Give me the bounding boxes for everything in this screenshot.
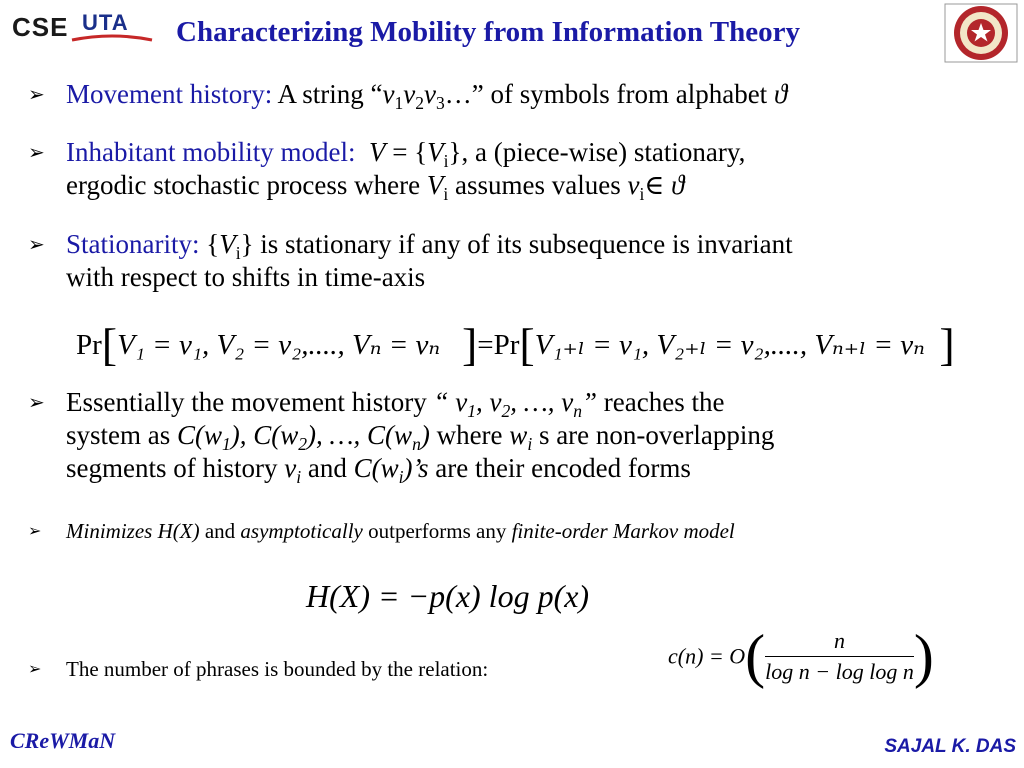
encoded: ), C(w: [230, 420, 299, 450]
fraction-numerator: n: [765, 628, 914, 657]
symbol: v: [284, 453, 297, 483]
sequence: , v: [475, 387, 502, 417]
text: are their encoded forms: [428, 453, 691, 483]
subscript: i: [443, 184, 449, 205]
subscript: i: [398, 467, 404, 488]
text: assumes values: [448, 170, 628, 200]
text: A string: [272, 79, 371, 109]
subscript: 2: [298, 434, 308, 455]
fraction-denominator: log n − log log n: [765, 659, 914, 684]
text: Essentially the movement history: [66, 387, 434, 417]
subscript: i: [639, 184, 645, 205]
symbol: V: [427, 137, 444, 167]
university-seal-icon: [944, 3, 1018, 63]
probability-symbol: Pr: [76, 329, 102, 361]
text: } is stationary if any of its subsequence is invariant: [240, 229, 793, 259]
bullet-arrow-icon: ➢: [28, 521, 42, 540]
text: and: [301, 453, 354, 483]
subscript: 1: [222, 434, 231, 455]
symbol: v: [424, 79, 436, 109]
logo-cse-text: CSE: [12, 12, 69, 42]
text: s are non-overlapping: [532, 420, 775, 450]
subscript: 1: [467, 401, 476, 422]
encoded: C(w: [177, 420, 223, 450]
subscript: i: [296, 467, 302, 488]
bullet-label: Movement history:: [66, 79, 273, 109]
subscript: 1: [394, 93, 404, 114]
quote: “: [370, 79, 383, 109]
alphabet-symbol: ϑ: [773, 79, 788, 109]
subscript: 3: [435, 93, 445, 114]
italic-text: finite-order Markov model: [511, 519, 735, 543]
footer-author: SAJAL K. DAS: [884, 736, 1016, 757]
alphabet-symbol: ϑ: [664, 170, 685, 200]
symbol: V: [368, 137, 386, 167]
equation-rhs: V₁₊ₗ = v₁, V₂₊ₗ = v₂,...., Vₙ₊ₗ = vₙ: [534, 329, 925, 361]
text: where: [429, 420, 510, 450]
probability-symbol: Pr: [493, 329, 520, 361]
subscript: i: [443, 151, 449, 172]
symbol: v: [403, 79, 416, 109]
text: {: [199, 229, 220, 259]
encoded: ), …, C(w: [307, 420, 413, 450]
text: system as: [66, 420, 177, 450]
text: of symbols from alphabet: [483, 79, 774, 109]
bullet-arrow-icon: ➢: [28, 140, 45, 164]
symbol: v: [627, 170, 640, 200]
bullet-arrow-icon: ➢: [28, 232, 45, 256]
bullet-label: Inhabitant mobility model:: [66, 137, 356, 167]
symbol: w: [509, 420, 528, 450]
quote: ”: [581, 387, 598, 417]
logo-uta-text: UTA: [82, 10, 129, 35]
subscript: n: [412, 434, 421, 455]
equals-symbol: =: [477, 329, 494, 361]
subscript: i: [527, 434, 533, 455]
subscript: 2: [501, 401, 511, 422]
bound-fraction: [765, 628, 914, 685]
sequence: , …, v: [510, 387, 574, 417]
equation-lhs: V₁ = v₁, V₂ = v₂,...., Vₙ = vₙ: [117, 329, 441, 361]
symbol: V: [219, 229, 236, 259]
slide-title: Characterizing Mobility from Information Theory: [176, 16, 800, 48]
italic-text: asymptotically: [240, 519, 363, 543]
footer-crewman: CReWMaN: [10, 728, 116, 753]
subscript: 2: [415, 93, 424, 114]
bullet-arrow-icon: ➢: [28, 390, 45, 414]
ellipsis: …: [444, 79, 472, 109]
symbol: V: [426, 170, 444, 200]
encoded: )’s: [403, 453, 429, 483]
bullet-arrow-icon: ➢: [28, 659, 42, 678]
encoded: ): [420, 420, 430, 450]
entropy-equation: H(X) = −p(x) log p(x): [306, 578, 590, 614]
bound-lhs: c(n) = O: [668, 643, 746, 669]
text: segments of history: [66, 453, 285, 483]
subscript: n: [573, 401, 582, 422]
text: and: [199, 519, 241, 543]
sequence: “ v: [433, 387, 468, 417]
subscript: i: [235, 243, 241, 264]
logo-swoosh-icon: [70, 34, 154, 44]
bullet-label: Stationarity:: [66, 229, 200, 259]
element-of-symbol: ∈: [644, 170, 665, 200]
quote: ”: [471, 79, 484, 109]
text: outperforms any: [362, 519, 512, 543]
text: The number of phrases is bounded by the relation:: [66, 657, 489, 681]
encoded: C(w: [353, 453, 399, 483]
text: with respect to shifts in time-axis: [66, 262, 426, 292]
symbol: v: [382, 79, 395, 109]
stationarity-equation: Pr[V₁ = v₁, V₂ = v₂,...., Vₙ = vₙ ]=Pr[V₁₊ₗ = v₁, V₂₊ₗ = v₂,...., Vₙ₊ₗ = vₙ ]: [76, 319, 955, 370]
cse-uta-logo: [12, 10, 152, 50]
text: }, a (piece-wise) stationary,: [448, 137, 746, 167]
italic-text: Minimizes H(X): [66, 519, 200, 543]
text: = {: [385, 137, 428, 167]
text: ergodic stochastic process where: [66, 170, 427, 200]
text: reaches the: [597, 387, 725, 417]
bullet-arrow-icon: ➢: [28, 82, 45, 106]
phrase-bound-equation: c(n) = O( $\frac{n}{\text{log n − log log n}}$ ): [668, 623, 934, 689]
